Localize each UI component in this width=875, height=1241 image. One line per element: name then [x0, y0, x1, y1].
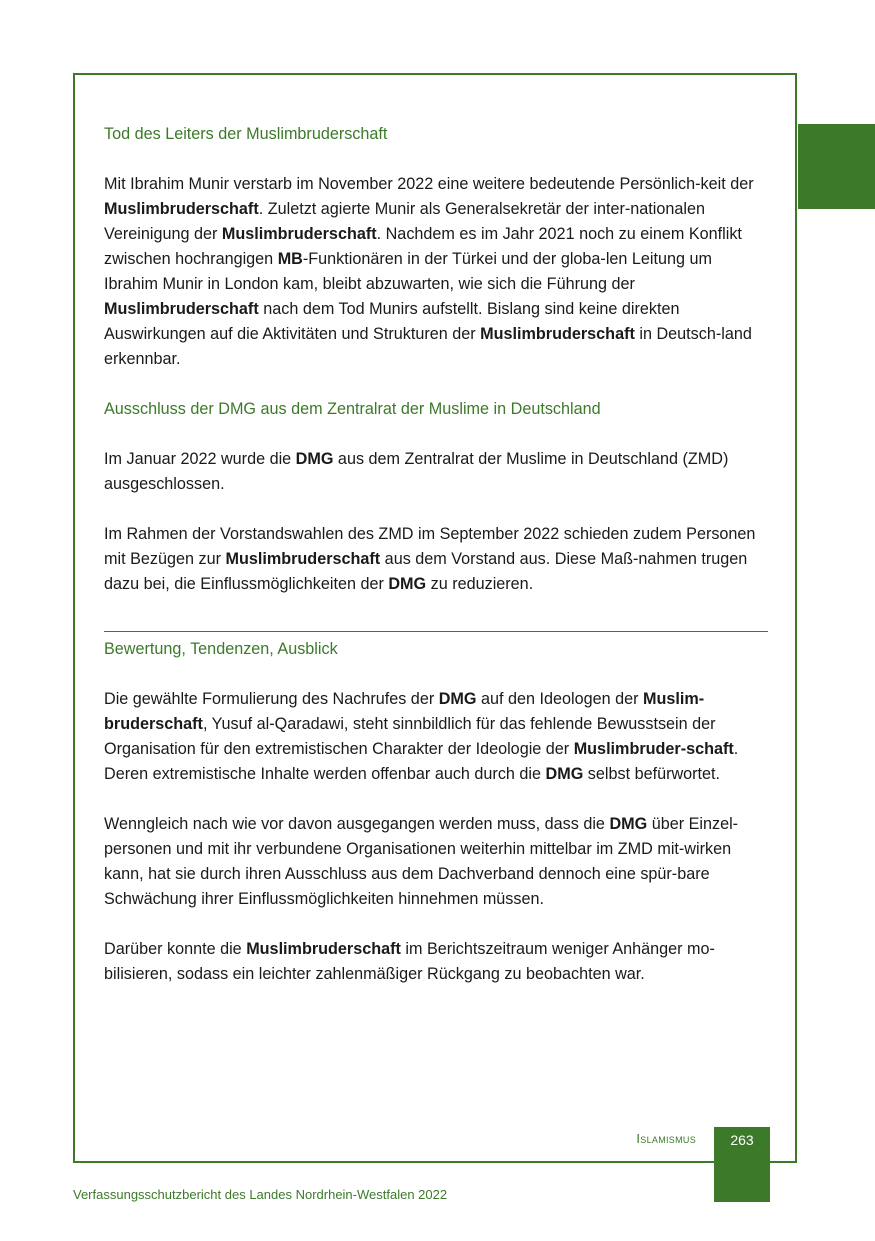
section-heading-tod: Tod des Leiters der Muslimbruderschaft — [104, 125, 388, 143]
section-heading-ausschluss: Ausschluss der DMG aus dem Zentralrat der Muslime in Deutschland — [104, 400, 601, 418]
page-content — [104, 122, 768, 987]
paragraph-ausschluss-1 — [104, 447, 768, 497]
text-run: auf den Ideologen der — [476, 690, 643, 708]
text-run: Mit Ibrahim Munir verstarb im November 2022 eine weitere bedeutende Persönlich- — [104, 175, 701, 193]
text-run: . Deren extremistische Inhalte werden offenbar auch durch die — [104, 740, 739, 783]
text-run: . Nachdem es im Jahr 2021 noch zu einem Konflikt zwischen hochrangigen — [104, 225, 742, 268]
text-run: Im Januar 2022 wurde die — [104, 450, 296, 468]
text-run: selbst befürwortet. — [583, 765, 721, 783]
bold-term: Muslim-bruderschaft — [104, 690, 705, 733]
text-run: Darüber konnte die — [104, 940, 247, 958]
text-run: über Einzel-personen und mit ihr verbundene Organisationen weiterhin mittelbar im ZMD mit-wirken kann, hat sie durch ihren Ausschluss aus dem Dachverband dennoch eine spür-bare Schwächung ihrer Einflussmöglichkeiten hinnehmen müssen. — [104, 815, 739, 908]
paragraph-bewertung-1 — [104, 687, 768, 787]
bold-term: DMG — [609, 815, 648, 833]
text-run: keit der — [700, 175, 754, 193]
text-run: in Deutsch-land erkennbar. — [104, 325, 752, 368]
paragraph-bewertung-3 — [104, 937, 768, 987]
text-run: aus dem Vorstand aus. Diese Maß-nahmen trugen dazu bei, die Einflussmöglichkeiten der — [104, 550, 748, 593]
page-number: 263 — [730, 1132, 754, 1148]
text-run: Im Rahmen der Vorstandswahlen des ZMD im September 2022 schieden zudem Personen mit Bezügen zur — [104, 525, 756, 568]
bold-term: Muslimbruderschaft — [221, 225, 377, 243]
bold-term: Muslimbruderschaft — [225, 550, 381, 568]
footer-report-title: Verfassungsschutzbericht des Landes Nordrhein-Westfalen 2022 — [73, 1187, 448, 1202]
text-run: aus dem Zentralrat der Muslime in Deutschland (ZMD) ausgeschlossen. — [104, 450, 729, 493]
text-run: Die gewählte Formulierung des Nachrufes der — [104, 690, 439, 708]
text-run: -Funktionären in der Türkei und der globa-len Leitung um Ibrahim Munir in London kam, bleibt abzuwarten, wie sich die Führung der — [104, 250, 713, 293]
footer-section-label: Islamismus — [636, 1131, 696, 1146]
bold-term: Muslimbruderschaft — [480, 325, 635, 343]
paragraph-ausschluss-2 — [104, 522, 768, 597]
text-run: . Zuletzt agierte Munir als Generalsekretär der inter-nationalen Vereinigung der — [104, 200, 705, 243]
text-run: zu reduzieren. — [426, 575, 534, 593]
bold-term: DMG — [545, 765, 584, 783]
text-run: , Yusuf al-Qaradawi, steht sinnbildlich für das fehlende Bewusstsein der Organisation für den extremistischen Charakter der Ideologie der — [104, 715, 716, 758]
chapter-tab-marker — [798, 124, 875, 209]
text-run: im Berichtszeitraum weniger Anhänger mo-bilisieren, sodass ein leichter zahlenmäßiger Rückgang zu beobachten war. — [104, 940, 715, 983]
bold-term: Muslimbruderschaft — [246, 940, 401, 958]
bold-term: Muslimbruderschaft — [104, 300, 259, 318]
bold-term: MB — [277, 250, 303, 268]
bold-term: DMG — [388, 575, 427, 593]
paragraph-tod-1 — [104, 172, 768, 372]
section-heading-bewertung: Bewertung, Tendenzen, Ausblick — [104, 640, 338, 658]
text-run: Wenngleich nach wie vor davon ausgegangen werden muss, dass die — [104, 815, 610, 833]
bold-term: Muslimbruder-schaft — [573, 740, 734, 758]
text-run: nach dem Tod Munirs aufstellt. Bislang sind keine direkten Auswirkungen auf die Aktivitäten und Strukturen der — [104, 300, 680, 343]
paragraph-bewertung-2 — [104, 812, 768, 912]
bold-term: DMG — [295, 450, 334, 468]
bold-term: DMG — [438, 690, 477, 708]
page-number-box — [714, 1127, 770, 1202]
bold-term: Muslimbruderschaft — [104, 200, 259, 218]
